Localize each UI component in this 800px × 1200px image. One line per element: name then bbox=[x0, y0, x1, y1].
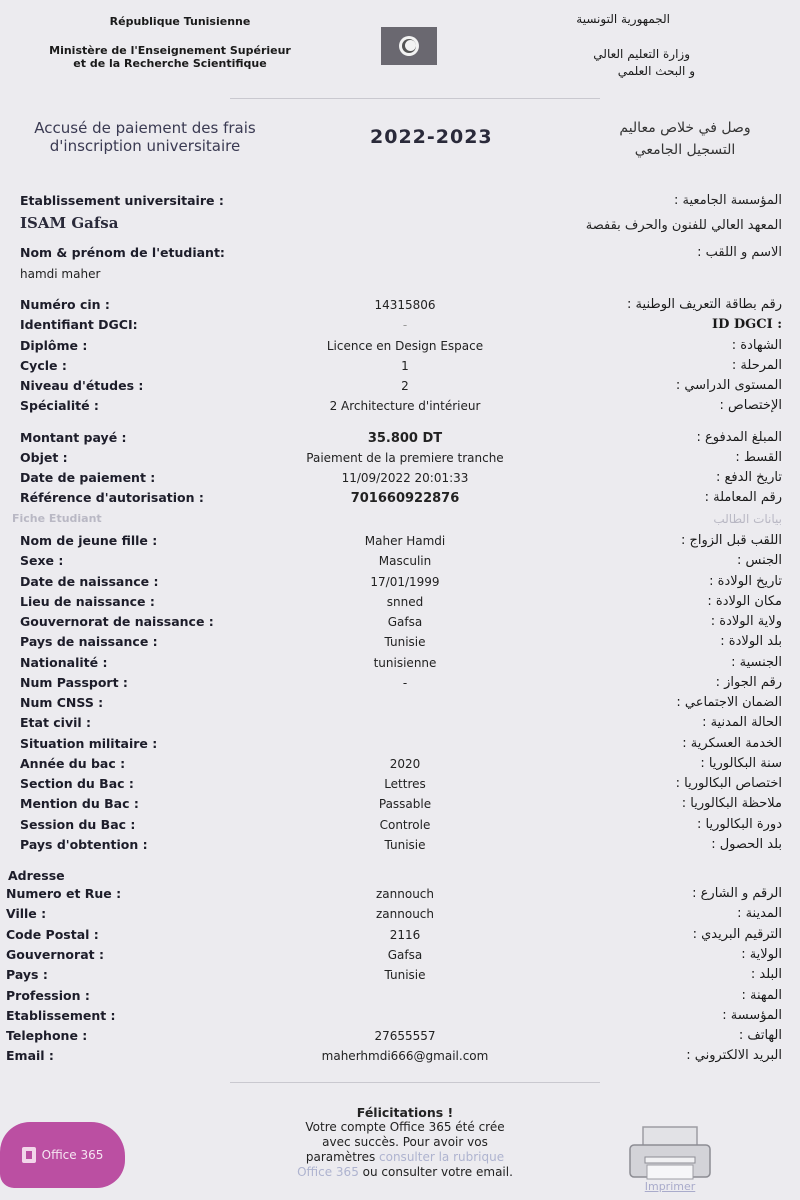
field-label-ar: المؤسسة : bbox=[722, 1007, 782, 1023]
field-value: 14315806 bbox=[374, 298, 436, 312]
field-label-ar: القسط : bbox=[735, 450, 782, 465]
adresse-row bbox=[0, 1028, 800, 1048]
field-label: Section du Bac : bbox=[20, 776, 134, 791]
field-label-ar: البريد الالكتروني : bbox=[686, 1048, 782, 1064]
header-divider bbox=[230, 98, 600, 99]
field-label: Pays : bbox=[6, 967, 48, 983]
ministry-ar-line2: و البحث العلمي bbox=[617, 64, 695, 78]
office365-rubrique-link[interactable]: consulter la rubrique bbox=[379, 1150, 505, 1164]
student-name-label-ar: الاسم و اللقب : bbox=[697, 245, 782, 260]
field-label: Pays d'obtention : bbox=[20, 836, 148, 852]
field-value: 11/09/2022 20:01:33 bbox=[341, 471, 469, 485]
fiche-row bbox=[0, 796, 800, 816]
field-value: 2020 bbox=[389, 756, 421, 771]
field-label-ar: سنة البكالوريا : bbox=[700, 755, 782, 771]
field-label: Niveau d'études : bbox=[20, 378, 144, 393]
row-objet bbox=[0, 450, 800, 470]
title-fr-line2: d'inscription universitaire bbox=[49, 137, 241, 155]
fiche-etudiant-label-ar: بيانات الطالب bbox=[713, 512, 782, 526]
fiche-row bbox=[0, 655, 800, 675]
row-diplome bbox=[0, 338, 800, 358]
field-label-ar: رقم بطاقة التعريف الوطنية : bbox=[627, 297, 782, 312]
fiche-row bbox=[0, 715, 800, 735]
field-label-ar: الترقيم البريدي : bbox=[692, 926, 782, 942]
congrats-line2: avec succès. Pour avoir vos bbox=[322, 1135, 488, 1149]
field-label-ar: رقم المعاملة : bbox=[704, 490, 782, 505]
field-label: Nationalité : bbox=[20, 654, 108, 670]
tunisia-flag-icon bbox=[381, 27, 437, 65]
field-label-ar: المدينة : bbox=[737, 906, 782, 922]
field-label-ar: بلد الولادة : bbox=[720, 634, 782, 650]
field-label-ar: بلد الحصول : bbox=[711, 836, 782, 852]
field-label-ar: الخدمة العسكرية : bbox=[682, 735, 782, 751]
fiche-row bbox=[0, 533, 800, 553]
field-label-ar: دورة البكالوريا : bbox=[697, 816, 782, 832]
field-label: Num Passport : bbox=[20, 674, 128, 690]
field-label-ar: ولاية الولادة : bbox=[710, 614, 782, 629]
adresse-row bbox=[0, 1008, 800, 1028]
field-label: Telephone : bbox=[6, 1028, 88, 1044]
field-value: Lettres bbox=[384, 777, 426, 791]
field-label: Identifiant DGCI: bbox=[20, 317, 138, 332]
field-label-ar: البلد : bbox=[750, 967, 782, 983]
field-label: Ville : bbox=[6, 906, 47, 922]
fiche-row bbox=[0, 756, 800, 776]
office365-button[interactable] bbox=[0, 1122, 125, 1188]
field-label-ar: تاريخ الولادة : bbox=[709, 573, 782, 589]
fiche-row bbox=[0, 776, 800, 796]
field-value: Gafsa bbox=[387, 947, 423, 962]
field-label: Gouvernorat de naissance : bbox=[20, 614, 214, 629]
field-label: Date de paiement : bbox=[20, 470, 156, 485]
adresse-row bbox=[0, 967, 800, 987]
row-reference bbox=[0, 490, 800, 510]
footer-divider bbox=[230, 1082, 600, 1083]
field-label: Num CNSS : bbox=[20, 695, 104, 710]
fiche-row bbox=[0, 695, 800, 715]
row-cycle bbox=[0, 358, 800, 378]
row-date-paiement bbox=[0, 470, 800, 490]
field-label-ar: المبلغ المدفوع : bbox=[696, 430, 782, 445]
row-dgci bbox=[0, 317, 800, 337]
field-label-ar: الشهادة : bbox=[731, 338, 782, 353]
establishment-label-ar: المؤسسة الجامعية : bbox=[674, 193, 782, 208]
field-label: Objet : bbox=[20, 450, 68, 465]
print-link[interactable]: Imprimer bbox=[644, 1180, 696, 1193]
adresse-row bbox=[0, 988, 800, 1008]
field-label-ar: مكان الولادة : bbox=[707, 593, 782, 609]
field-label: Session du Bac : bbox=[20, 816, 136, 832]
field-label-ar: الولاية : bbox=[741, 946, 782, 962]
field-label: Montant payé : bbox=[20, 430, 127, 445]
field-label-ar: الإختصاص : bbox=[719, 398, 782, 413]
row-montant bbox=[0, 430, 800, 450]
field-value: zannouch bbox=[375, 887, 434, 901]
fiche-row bbox=[0, 736, 800, 756]
field-label: Pays de naissance : bbox=[20, 634, 158, 650]
row-niveau bbox=[0, 378, 800, 398]
field-value: zannouch bbox=[375, 907, 434, 922]
field-value: 2 Architecture d'intérieur bbox=[329, 399, 481, 413]
fiche-row bbox=[0, 634, 800, 654]
field-value: snned bbox=[386, 594, 424, 609]
field-label: Code Postal : bbox=[6, 926, 99, 942]
field-label-ar: الجنسية : bbox=[731, 654, 782, 670]
fiche-row bbox=[0, 594, 800, 614]
fiche-row bbox=[0, 553, 800, 573]
field-value: - bbox=[402, 318, 408, 332]
academic-year: 2022-2023 bbox=[370, 126, 493, 148]
adresse-row bbox=[0, 927, 800, 947]
establishment-label: Etablissement universitaire : bbox=[20, 193, 224, 208]
title-fr-line1: Accusé de paiement des frais bbox=[34, 119, 256, 137]
fiche-etudiant-label: Fiche Etudiant bbox=[12, 512, 102, 525]
field-label: Nom de jeune fille : bbox=[20, 533, 158, 548]
fiche-row bbox=[0, 574, 800, 594]
adresse-row bbox=[0, 886, 800, 906]
field-label: Cycle : bbox=[20, 358, 67, 373]
printer-icon[interactable] bbox=[625, 1125, 715, 1185]
adresse-row bbox=[0, 1048, 800, 1068]
student-name-value: hamdi maher bbox=[20, 267, 101, 281]
field-value: 35.800 DT bbox=[367, 431, 443, 446]
adresse-row bbox=[0, 947, 800, 967]
fiche-row bbox=[0, 614, 800, 634]
congrats-line4 bbox=[260, 1165, 550, 1180]
field-label-ar: : ID DGCI bbox=[711, 317, 782, 332]
title-ar-line2: التسجيل الجامعي bbox=[634, 142, 736, 158]
field-value: 2 bbox=[401, 379, 409, 393]
field-value: Tunisie bbox=[384, 635, 426, 650]
field-label: Lieu de naissance : bbox=[20, 593, 155, 609]
fiche-row bbox=[0, 675, 800, 695]
adresse-label: Adresse bbox=[8, 868, 65, 883]
field-label: Etablissement : bbox=[6, 1007, 116, 1023]
republic-ar: الجمهورية التونسية bbox=[576, 12, 670, 26]
field-label: Situation militaire : bbox=[20, 735, 158, 751]
fiche-row bbox=[0, 837, 800, 857]
field-label: Référence d'autorisation : bbox=[20, 490, 204, 505]
student-name-label: Nom & prénom de l'etudiant: bbox=[20, 245, 225, 260]
field-label: Profession : bbox=[6, 987, 90, 1003]
field-value: Gafsa bbox=[387, 615, 423, 629]
field-value: Tunisie bbox=[384, 837, 426, 852]
field-label: Numéro cin : bbox=[20, 297, 110, 312]
row-specialite bbox=[0, 398, 800, 418]
ministry-fr-line2: et de la Recherche Scientifique bbox=[73, 57, 267, 70]
field-value: tunisienne bbox=[373, 655, 437, 670]
field-label: Etat civil : bbox=[20, 715, 92, 731]
field-label: Gouvernorat : bbox=[6, 946, 104, 962]
congrats-title: Félicitations ! bbox=[356, 1105, 454, 1120]
field-value: Paiement de la premiere tranche bbox=[306, 451, 504, 465]
congrats-line3-text: paramètres bbox=[305, 1150, 380, 1164]
field-label-ar: الهاتف : bbox=[738, 1028, 782, 1044]
field-value: Licence en Design Espace bbox=[326, 339, 484, 353]
field-label-ar: الجنس : bbox=[737, 553, 782, 569]
field-value: 2116 bbox=[389, 927, 421, 942]
field-value: 701660922876 bbox=[350, 491, 460, 506]
field-value: 27655557 bbox=[374, 1029, 436, 1044]
ministry-fr-line1: Ministère de l'Enseignement Supérieur bbox=[49, 44, 291, 57]
field-value: maherhmdi666@gmail.com bbox=[321, 1049, 489, 1064]
field-label-ar: المستوى الدراسي : bbox=[675, 378, 782, 393]
adresse-row bbox=[0, 906, 800, 926]
field-label: Email : bbox=[6, 1048, 54, 1064]
field-label-ar: اللقب قبل الزواج : bbox=[680, 533, 782, 548]
field-label-ar: الرقم و الشارع : bbox=[692, 886, 782, 901]
field-value: Tunisie bbox=[384, 968, 426, 983]
field-label-ar: الحالة المدنية : bbox=[702, 715, 782, 731]
field-label: Numero et Rue : bbox=[6, 886, 122, 901]
field-value: Masculin bbox=[378, 554, 432, 569]
field-value: Controle bbox=[379, 817, 431, 832]
ministry-ar-line1: وزارة التعليم العالي bbox=[593, 47, 690, 61]
field-label: Diplôme : bbox=[20, 338, 88, 353]
field-label-ar: الضمان الاجتماعي : bbox=[676, 695, 782, 710]
field-label-ar: المهنة : bbox=[741, 987, 782, 1003]
field-label-ar: رقم الجواز : bbox=[715, 674, 782, 690]
field-value: Passable bbox=[378, 797, 432, 812]
field-value: - bbox=[402, 675, 408, 690]
office365-link[interactable]: Office 365 bbox=[297, 1165, 359, 1179]
congrats-line3 bbox=[260, 1150, 550, 1165]
office-logo-icon bbox=[22, 1147, 36, 1163]
congrats-line4-text: ou consulter votre email. bbox=[358, 1165, 513, 1179]
establishment-value-ar: المعهد العالي للفنون والحرف بقفصة bbox=[585, 218, 782, 233]
establishment-value: ISAM Gafsa bbox=[20, 214, 119, 232]
title-ar-line1: وصل في خلاص معاليم bbox=[619, 120, 751, 136]
field-label: Spécialité : bbox=[20, 398, 99, 413]
field-label: Date de naissance : bbox=[20, 573, 159, 589]
field-label: Année du bac : bbox=[20, 755, 126, 771]
field-value: 17/01/1999 bbox=[370, 574, 440, 589]
row-cin bbox=[0, 297, 800, 317]
field-value: Maher Hamdi bbox=[364, 534, 446, 548]
republic-fr: République Tunisienne bbox=[109, 15, 251, 28]
field-label: Mention du Bac : bbox=[20, 796, 139, 812]
field-value: 1 bbox=[401, 359, 409, 373]
congrats-message bbox=[260, 1105, 550, 1180]
field-label-ar: المرحلة : bbox=[731, 358, 782, 373]
field-label: Sexe : bbox=[20, 553, 64, 569]
field-label-ar: تاريخ الدفع : bbox=[715, 470, 782, 485]
congrats-line1: Votre compte Office 365 été crée bbox=[305, 1120, 505, 1134]
office365-label: Office 365 bbox=[41, 1148, 104, 1162]
field-label-ar: ملاحظة البكالوريا : bbox=[681, 796, 782, 812]
field-label-ar: اختصاص البكالوريا : bbox=[675, 776, 782, 791]
fiche-row bbox=[0, 817, 800, 837]
